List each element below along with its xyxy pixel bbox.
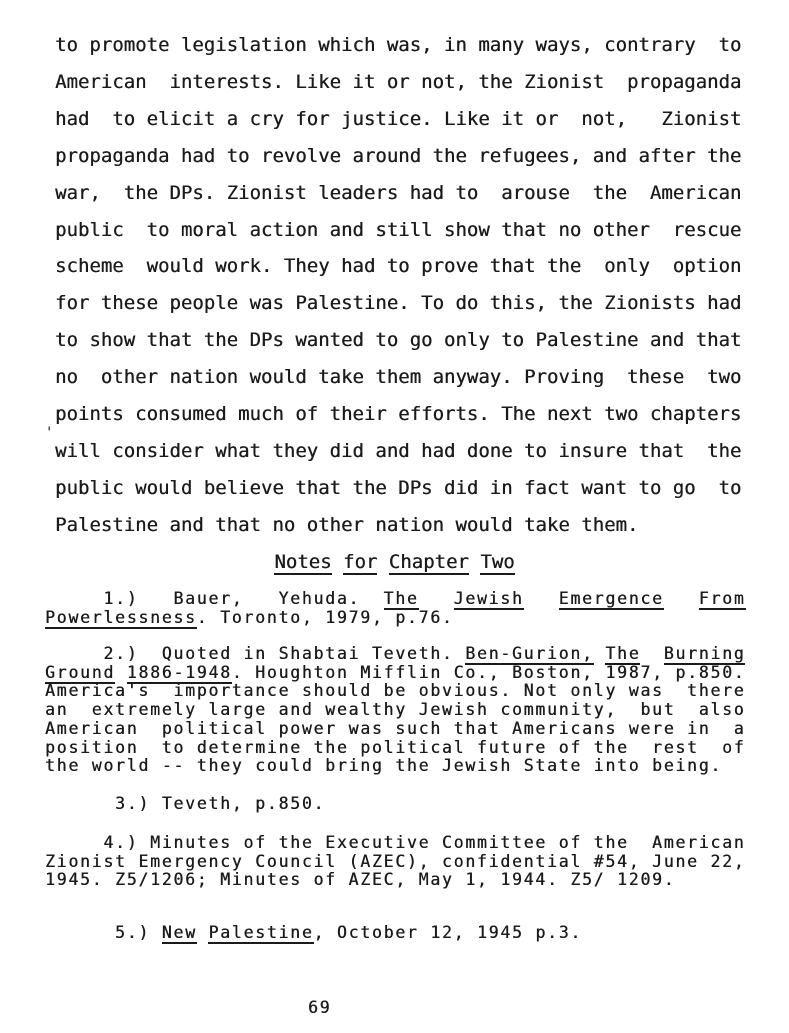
text-segment: to promote legislation which was, in many ways, contrary to xyxy=(55,34,742,56)
text-segment: position to determine the political future of the rest of xyxy=(45,737,746,757)
text-line xyxy=(55,507,741,544)
text-line xyxy=(55,64,741,101)
text-segment: 3.) Teveth, p.850. xyxy=(45,794,326,813)
text-segment: for these people was Palestine. To do this, the Zionists had xyxy=(55,292,742,315)
text-line xyxy=(55,138,741,175)
text-segment: an extremely large and wealthy Jewish community, but also xyxy=(45,700,746,720)
text-line xyxy=(55,101,741,138)
text-line xyxy=(55,212,741,249)
underlined-text: Palestine xyxy=(208,923,314,942)
text-segment xyxy=(469,551,480,573)
underlined-text: Burning xyxy=(663,644,746,663)
text-segment: . Toronto, 1979, p.76. xyxy=(196,607,454,627)
text-line xyxy=(45,701,745,720)
ink-mark: ' xyxy=(45,425,54,441)
text-segment: war, the DPs. Zionist leaders had to arouse the American xyxy=(55,181,742,204)
footnote-1 xyxy=(45,590,746,627)
text-segment: Palestine and that no other nation would take them. xyxy=(55,513,639,536)
underlined-text: Chapter xyxy=(388,551,469,573)
text-line xyxy=(45,739,745,758)
text-segment xyxy=(332,551,343,573)
text-segment: 1.) Bauer, Yehuda. xyxy=(45,589,384,608)
underlined-text: The xyxy=(605,644,641,663)
underlined-text: Jewish xyxy=(453,589,524,608)
text-segment: the world -- they could bring the Jewish State into being. xyxy=(45,756,723,776)
text-line xyxy=(55,396,741,433)
text-segment: Zionist Emergency Council (AZEC), confidential #54, June 22, xyxy=(45,851,746,871)
underlined-text: Notes xyxy=(274,551,332,573)
text-line xyxy=(45,834,745,853)
text-line xyxy=(0,550,789,574)
text-segment: propaganda had to revolve around the refugees, and after the xyxy=(55,144,742,167)
text-segment xyxy=(594,644,606,663)
notes-heading xyxy=(0,550,789,574)
text-segment: American interests. Like it or not, the Zionist propaganda xyxy=(55,70,742,93)
text-line xyxy=(55,359,741,396)
underlined-text: Two xyxy=(480,551,515,573)
text-segment xyxy=(115,663,127,682)
text-line xyxy=(45,795,325,814)
text-line xyxy=(55,285,741,322)
body-paragraph xyxy=(55,27,741,544)
text-segment: 5.) xyxy=(45,923,162,942)
text-line xyxy=(45,590,746,609)
text-line xyxy=(45,871,745,890)
underlined-text: Ben-Gurion, xyxy=(465,644,594,663)
text-segment: had to elicit a cry for justice. Like it or not, Zionist xyxy=(55,107,742,130)
text-segment: . Houghton Mifflin Co., Boston, 1987, p.850. xyxy=(231,662,746,682)
text-line xyxy=(45,609,746,628)
text-segment: public would believe that the DPs did in fact want to go to xyxy=(55,476,742,499)
text-line xyxy=(55,175,741,212)
underlined-text: for xyxy=(343,551,378,573)
underlined-text: Emergence xyxy=(558,589,664,608)
text-line xyxy=(45,853,745,872)
text-line xyxy=(55,322,741,359)
text-line xyxy=(45,720,745,739)
text-segment: no other nation would take them anyway. Proving these two xyxy=(55,366,742,389)
text-segment: to show that the DPs wanted to go only to Palestine and that xyxy=(55,329,742,352)
text-line xyxy=(55,248,741,285)
text-segment: American political power was such that Americans were in a xyxy=(45,718,746,738)
footnote-4 xyxy=(45,834,745,890)
text-line xyxy=(45,924,582,943)
text-segment: , October 12, 1945 p.3. xyxy=(313,923,583,942)
underlined-text: Ground xyxy=(45,662,116,682)
text-line xyxy=(45,682,745,701)
text-line xyxy=(55,27,741,64)
underlined-text: New xyxy=(161,923,197,942)
text-segment xyxy=(640,644,663,663)
text-segment: will consider what they did and had done to insure that the xyxy=(55,439,742,462)
footnote-5 xyxy=(45,924,582,943)
text-line xyxy=(55,470,741,507)
text-segment: points consumed much of their efforts. The next two chapters xyxy=(55,403,742,426)
text-line xyxy=(45,664,745,683)
text-line xyxy=(45,757,745,776)
footnote-3 xyxy=(45,795,325,814)
text-segment: 2.) Quoted in Shabtai Teveth. xyxy=(45,644,466,663)
text-segment: 4.) Minutes of the Executive Committee of the American xyxy=(45,833,746,852)
text-line xyxy=(45,645,745,664)
text-segment xyxy=(197,923,209,942)
underlined-text: From xyxy=(698,589,746,608)
text-segment xyxy=(524,589,559,608)
text-line xyxy=(55,433,741,470)
text-segment: America's importance should be obvious. Not only was there xyxy=(45,681,746,701)
text-segment xyxy=(664,589,699,608)
text-segment xyxy=(419,589,454,608)
text-segment: scheme would work. They had to prove that the only option xyxy=(55,255,742,278)
text-segment: public to moral action and still show that no other rescue xyxy=(55,218,742,241)
text-segment xyxy=(377,551,388,573)
footnote-2 xyxy=(45,645,745,776)
text-segment: 1945. Z5/1206; Minutes of AZEC, May 1, 1944. Z5/ 1209. xyxy=(45,870,676,890)
underlined-text: Powerlessness xyxy=(45,607,197,627)
page-number: 69 xyxy=(308,998,332,1017)
underlined-text: 1886-1948 xyxy=(126,662,232,682)
underlined-text: The xyxy=(383,589,419,608)
